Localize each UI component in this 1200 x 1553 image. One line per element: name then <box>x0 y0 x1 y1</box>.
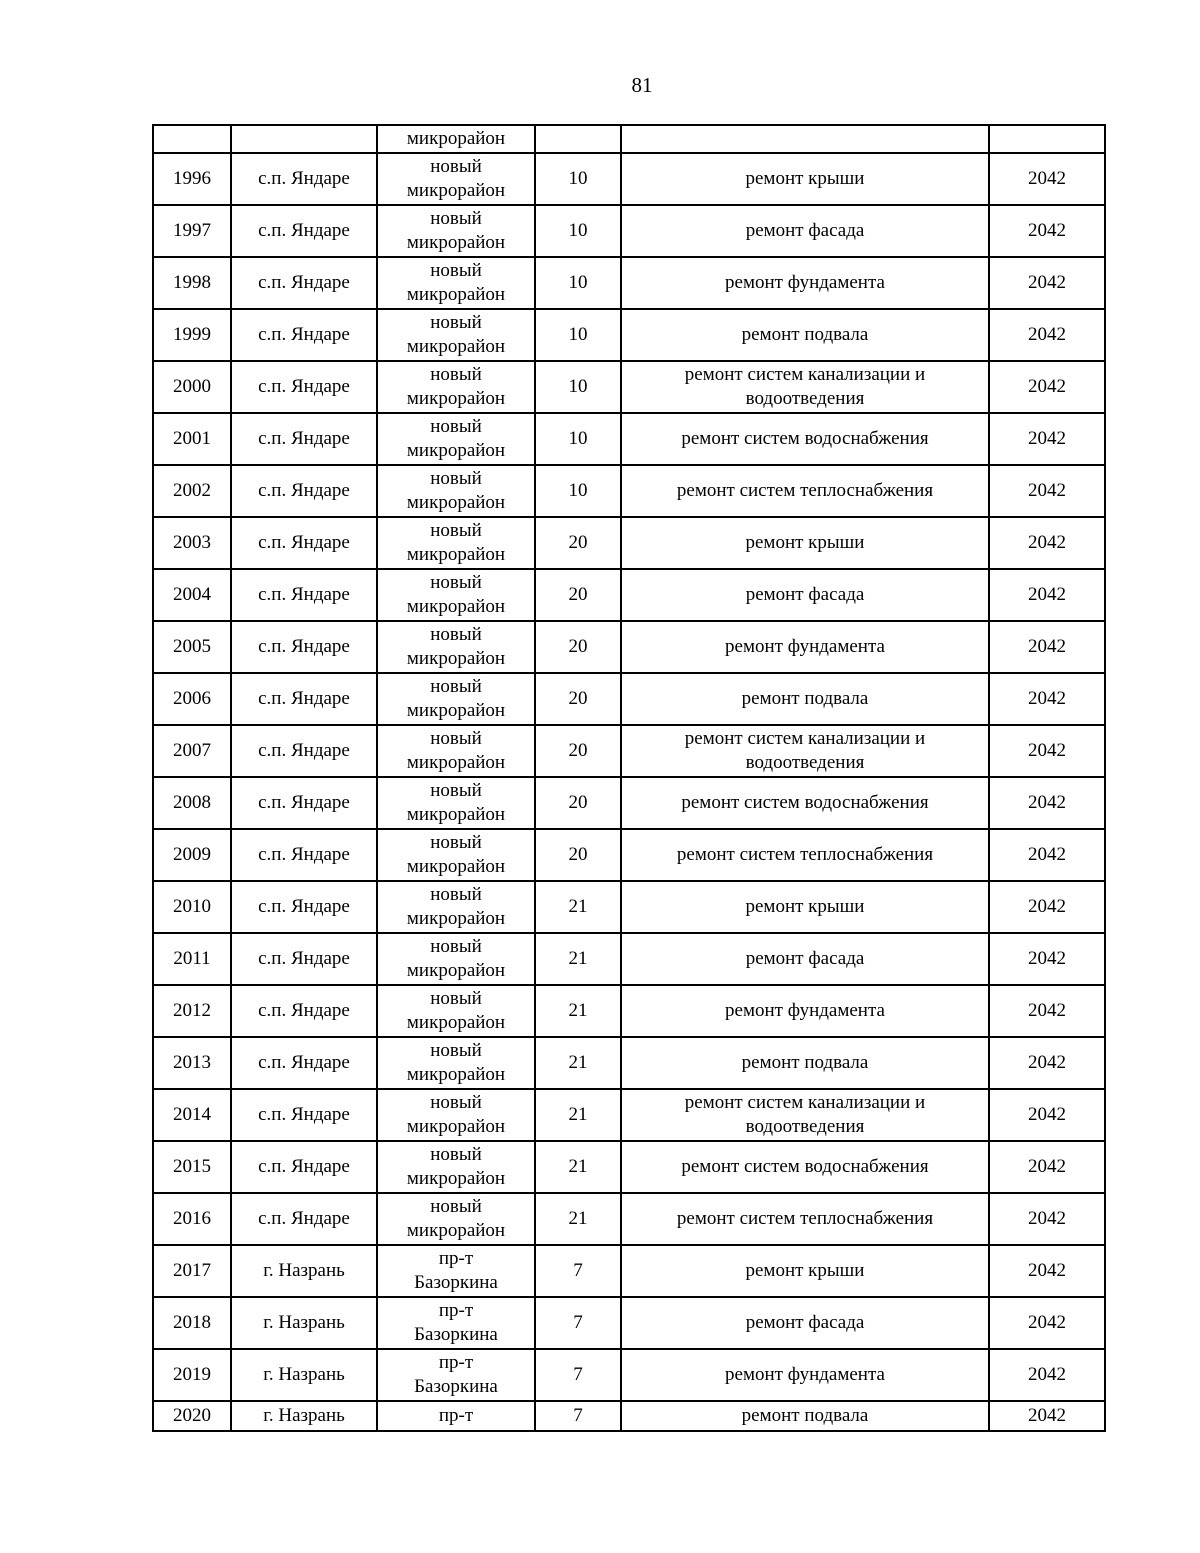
cell-number: 2019 <box>153 1349 231 1401</box>
cell-work-type-line: ремонт фундамента <box>725 1364 885 1385</box>
cell-number: 2006 <box>153 673 231 725</box>
cell-year: 2042 <box>989 569 1105 621</box>
table-row <box>153 673 1105 725</box>
cell-work-type <box>621 985 989 1037</box>
cell-year: 2042 <box>989 725 1105 777</box>
table-row <box>153 1141 1105 1193</box>
cell-work-type-line: ремонт крыши <box>745 168 865 189</box>
cell-street <box>377 517 535 569</box>
cell-work-type-line: ремонт систем теплоснабжения <box>676 844 934 865</box>
cell-work-type-line: водоотведения <box>745 1116 865 1137</box>
cell-street <box>377 257 535 309</box>
cell-street-line: микрорайон <box>406 856 506 877</box>
cell-street <box>377 1141 535 1193</box>
cell-number: 1999 <box>153 309 231 361</box>
cell-work-type-line: ремонт подвала <box>741 688 869 709</box>
table-row <box>153 361 1105 413</box>
cell-street <box>377 985 535 1037</box>
cell-settlement: с.п. Яндаре <box>231 985 377 1037</box>
cell-work-type-line: ремонт фасада <box>745 1312 865 1333</box>
cell-work-type-line: ремонт систем канализации и <box>684 364 926 385</box>
table-row <box>153 1297 1105 1349</box>
cell-number: 2008 <box>153 777 231 829</box>
cell-year: 2042 <box>989 933 1105 985</box>
cell-year: 2042 <box>989 257 1105 309</box>
cell-street-line: микрорайон <box>406 388 506 409</box>
cell-street-line: новый <box>430 260 482 281</box>
cell-street <box>377 413 535 465</box>
cell-number: 2016 <box>153 1193 231 1245</box>
cell-street-line: новый <box>430 416 482 437</box>
cell-year: 2042 <box>989 1089 1105 1141</box>
cell-house: 10 <box>535 309 621 361</box>
table-row <box>153 881 1105 933</box>
cell-number: 2004 <box>153 569 231 621</box>
cell-street <box>377 309 535 361</box>
table-row <box>153 829 1105 881</box>
cell-work-type <box>621 829 989 881</box>
cell-street-line: пр-т <box>438 1300 474 1321</box>
cell-work-type <box>621 881 989 933</box>
cell-street-line: пр-т <box>438 1248 474 1269</box>
cell-work-type-line: ремонт систем водоснабжения <box>681 792 929 813</box>
cell-street-line: микрорайон <box>406 284 506 305</box>
cell-work-type <box>621 777 989 829</box>
cell-work-type <box>621 673 989 725</box>
cell-year: 2042 <box>989 881 1105 933</box>
cell-settlement: с.п. Яндаре <box>231 1193 377 1245</box>
cell-year: 2042 <box>989 361 1105 413</box>
cell-settlement: с.п. Яндаре <box>231 205 377 257</box>
cell-number: 2005 <box>153 621 231 673</box>
cell-work-type <box>621 517 989 569</box>
cell-settlement: с.п. Яндаре <box>231 777 377 829</box>
cell-settlement: с.п. Яндаре <box>231 465 377 517</box>
cell-settlement: с.п. Яндаре <box>231 361 377 413</box>
cell-work-type <box>621 1297 989 1349</box>
cell-house: 7 <box>535 1401 621 1431</box>
cell-work-type-line: водоотведения <box>745 388 865 409</box>
cell-work-type <box>621 1037 989 1089</box>
cell-number: 2012 <box>153 985 231 1037</box>
cell-work-type-line: водоотведения <box>745 752 865 773</box>
cell-street-line: новый <box>430 780 482 801</box>
cell-year: 2042 <box>989 1037 1105 1089</box>
cell-year: 2042 <box>989 517 1105 569</box>
cell-settlement: с.п. Яндаре <box>231 673 377 725</box>
cell-work-type-line: ремонт систем водоснабжения <box>681 1156 929 1177</box>
cell-work-type-line: ремонт крыши <box>745 896 865 917</box>
cell-year: 2042 <box>989 1401 1105 1431</box>
cell-street-line: микрорайон <box>406 804 506 825</box>
cell-number: 1997 <box>153 205 231 257</box>
cell-street-line: новый <box>430 312 482 333</box>
cell-year: 2042 <box>989 985 1105 1037</box>
cell-number: 2018 <box>153 1297 231 1349</box>
cell-house: 10 <box>535 205 621 257</box>
cell-year: 2042 <box>989 1349 1105 1401</box>
cell-street <box>377 1193 535 1245</box>
cell-street <box>377 777 535 829</box>
table-row <box>153 413 1105 465</box>
cell-settlement: с.п. Яндаре <box>231 881 377 933</box>
cell-work-type <box>621 153 989 205</box>
cell-number: 2003 <box>153 517 231 569</box>
table-row <box>153 309 1105 361</box>
cell-settlement: г. Назрань <box>231 1401 377 1431</box>
cell-work-type <box>621 933 989 985</box>
cell-settlement: с.п. Яндаре <box>231 829 377 881</box>
cell-house: 21 <box>535 1193 621 1245</box>
cell-street <box>377 621 535 673</box>
table-row <box>153 205 1105 257</box>
table-row <box>153 257 1105 309</box>
cell-street-line: пр-т <box>438 1352 474 1373</box>
cell-work-type <box>621 1401 989 1431</box>
table-row <box>153 465 1105 517</box>
cell-street-line: новый <box>430 572 482 593</box>
table-row <box>153 985 1105 1037</box>
cell-work-type <box>621 1349 989 1401</box>
cell-number: 1998 <box>153 257 231 309</box>
cell-work-type-line: ремонт фасада <box>745 948 865 969</box>
cell-house: 20 <box>535 673 621 725</box>
cell-house: 20 <box>535 725 621 777</box>
table-row <box>153 621 1105 673</box>
table-row <box>153 777 1105 829</box>
cell-number: 2015 <box>153 1141 231 1193</box>
cell-house: 10 <box>535 465 621 517</box>
cell-house: 10 <box>535 413 621 465</box>
cell-street <box>377 1037 535 1089</box>
cell-number: 2010 <box>153 881 231 933</box>
cell-street-line: микрорайон <box>406 960 506 981</box>
cell-number: 2017 <box>153 1245 231 1297</box>
cell-street-line: микрорайон <box>406 336 506 357</box>
table-row <box>153 569 1105 621</box>
cell-street <box>377 829 535 881</box>
cell-street-line: микрорайон <box>406 1064 506 1085</box>
cell-work-type-line: ремонт крыши <box>745 532 865 553</box>
cell-street <box>377 465 535 517</box>
cell-street-line: пр-т <box>438 1405 474 1426</box>
cell-work-type <box>621 1245 989 1297</box>
cell-house: 20 <box>535 621 621 673</box>
cell-street-line: микрорайон <box>406 596 506 617</box>
cell-year: 2042 <box>989 465 1105 517</box>
cell-street-line: микрорайон <box>406 752 506 773</box>
cell-work-type-line: ремонт фасада <box>745 584 865 605</box>
cell-street <box>377 205 535 257</box>
cell-year: 2042 <box>989 205 1105 257</box>
cell-settlement: г. Назрань <box>231 1349 377 1401</box>
cell-house: 21 <box>535 933 621 985</box>
cell-settlement: с.п. Яндаре <box>231 257 377 309</box>
cell-street-line: новый <box>430 988 482 1009</box>
cell-street-line: новый <box>430 728 482 749</box>
cell-street-line: микрорайон <box>406 180 506 201</box>
cell-settlement: с.п. Яндаре <box>231 621 377 673</box>
table-body <box>153 125 1105 1431</box>
table-row <box>153 1245 1105 1297</box>
cell-street-line: микрорайон <box>406 1220 506 1241</box>
cell-work-type-line: ремонт систем водоснабжения <box>681 428 929 449</box>
cell-work-type-line: ремонт фасада <box>745 220 865 241</box>
cell-street-line: новый <box>430 1092 482 1113</box>
cell-street-line: Базоркина <box>414 1376 498 1397</box>
cell-house: 20 <box>535 829 621 881</box>
cell-street-line: микрорайон <box>406 440 506 461</box>
cell-house: 21 <box>535 1089 621 1141</box>
cell-work-type <box>621 309 989 361</box>
cell-year: 2042 <box>989 621 1105 673</box>
table-row <box>153 153 1105 205</box>
cell-settlement: с.п. Яндаре <box>231 153 377 205</box>
cell-number: 2011 <box>153 933 231 985</box>
cell-street-line: Базоркина <box>414 1324 498 1345</box>
table-row <box>153 1349 1105 1401</box>
cell-street <box>377 1245 535 1297</box>
cell-settlement: с.п. Яндаре <box>231 1141 377 1193</box>
cell-street-line: микрорайон <box>406 908 506 929</box>
table-row <box>153 1193 1105 1245</box>
cell-street <box>377 1089 535 1141</box>
cell-year: 2042 <box>989 829 1105 881</box>
cell-work-type-line: ремонт крыши <box>745 1260 865 1281</box>
cell-street <box>377 725 535 777</box>
cell-work-type-line: ремонт подвала <box>741 1052 869 1073</box>
cell-work-type-line: ремонт подвала <box>741 1405 869 1426</box>
cell-house: 10 <box>535 361 621 413</box>
cell-number: 2013 <box>153 1037 231 1089</box>
page-number: 81 <box>631 73 653 97</box>
cell-settlement: с.п. Яндаре <box>231 569 377 621</box>
cell-street-line: новый <box>430 1040 482 1061</box>
cell-year: 2042 <box>989 153 1105 205</box>
cell-house: 20 <box>535 517 621 569</box>
cell-street <box>377 153 535 205</box>
cell-street-line: новый <box>430 676 482 697</box>
cell-street-line: новый <box>430 832 482 853</box>
cell-street-line: новый <box>430 1196 482 1217</box>
cell-street <box>377 125 535 153</box>
cell-street <box>377 1401 535 1431</box>
cell-work-type <box>621 569 989 621</box>
cell-work-type <box>621 361 989 413</box>
cell-settlement: с.п. Яндаре <box>231 933 377 985</box>
cell-year: 2042 <box>989 1141 1105 1193</box>
cell-street <box>377 1297 535 1349</box>
cell-street-line: новый <box>430 468 482 489</box>
cell-street-line: микрорайон <box>406 492 506 513</box>
cell-street <box>377 881 535 933</box>
cell-street-line: микрорайон <box>406 700 506 721</box>
cell-work-type-line: ремонт систем теплоснабжения <box>676 1208 934 1229</box>
cell-street-line: микрорайон <box>406 128 506 149</box>
cell-year: 2042 <box>989 1193 1105 1245</box>
cell-house: 21 <box>535 1037 621 1089</box>
cell-work-type <box>621 257 989 309</box>
cell-street-line: новый <box>430 936 482 957</box>
cell-street-line: Базоркина <box>414 1272 498 1293</box>
cell-street <box>377 1349 535 1401</box>
cell-work-type-line: ремонт подвала <box>741 324 869 345</box>
cell-number: 2000 <box>153 361 231 413</box>
cell-street <box>377 933 535 985</box>
cell-work-type <box>621 205 989 257</box>
cell-work-type <box>621 1141 989 1193</box>
cell-work-type <box>621 725 989 777</box>
cell-number <box>153 125 231 153</box>
cell-settlement: с.п. Яндаре <box>231 725 377 777</box>
cell-street-line: новый <box>430 364 482 385</box>
cell-work-type-line: ремонт систем канализации и <box>684 1092 926 1113</box>
cell-year: 2042 <box>989 413 1105 465</box>
cell-street-line: микрорайон <box>406 1116 506 1137</box>
cell-street <box>377 673 535 725</box>
works-table <box>152 124 1106 1432</box>
table-row <box>153 517 1105 569</box>
cell-work-type-line: ремонт фундамента <box>725 1000 885 1021</box>
cell-work-type <box>621 413 989 465</box>
cell-house: 7 <box>535 1349 621 1401</box>
cell-work-type <box>621 621 989 673</box>
cell-work-type-line: ремонт систем канализации и <box>684 728 926 749</box>
cell-house: 21 <box>535 985 621 1037</box>
cell-year <box>989 125 1105 153</box>
cell-street-line: микрорайон <box>406 544 506 565</box>
cell-street-line: микрорайон <box>406 648 506 669</box>
cell-street-line: новый <box>430 156 482 177</box>
table-row <box>153 125 1105 153</box>
cell-settlement <box>231 125 377 153</box>
cell-work-type <box>621 465 989 517</box>
cell-house: 20 <box>535 569 621 621</box>
cell-street-line: новый <box>430 884 482 905</box>
cell-number: 1996 <box>153 153 231 205</box>
cell-work-type <box>621 1193 989 1245</box>
cell-settlement: г. Назрань <box>231 1245 377 1297</box>
cell-street-line: новый <box>430 1144 482 1165</box>
cell-street-line: микрорайон <box>406 1012 506 1033</box>
cell-number: 2020 <box>153 1401 231 1431</box>
cell-house <box>535 125 621 153</box>
cell-house: 7 <box>535 1245 621 1297</box>
cell-house: 10 <box>535 153 621 205</box>
cell-year: 2042 <box>989 1297 1105 1349</box>
cell-work-type-line: ремонт фундамента <box>725 272 885 293</box>
cell-settlement: с.п. Яндаре <box>231 1037 377 1089</box>
cell-street-line: микрорайон <box>406 1168 506 1189</box>
cell-year: 2042 <box>989 309 1105 361</box>
cell-work-type-line: ремонт систем теплоснабжения <box>676 480 934 501</box>
table-row <box>153 1401 1105 1431</box>
cell-street-line: микрорайон <box>406 232 506 253</box>
cell-settlement: г. Назрань <box>231 1297 377 1349</box>
cell-street-line: новый <box>430 208 482 229</box>
table-row <box>153 1037 1105 1089</box>
cell-number: 2001 <box>153 413 231 465</box>
cell-street <box>377 361 535 413</box>
cell-work-type <box>621 125 989 153</box>
cell-number: 2002 <box>153 465 231 517</box>
cell-settlement: с.п. Яндаре <box>231 517 377 569</box>
cell-year: 2042 <box>989 1245 1105 1297</box>
cell-street-line: новый <box>430 624 482 645</box>
cell-number: 2009 <box>153 829 231 881</box>
cell-number: 2007 <box>153 725 231 777</box>
cell-settlement: с.п. Яндаре <box>231 413 377 465</box>
cell-settlement: с.п. Яндаре <box>231 309 377 361</box>
cell-year: 2042 <box>989 673 1105 725</box>
cell-house: 10 <box>535 257 621 309</box>
cell-settlement: с.п. Яндаре <box>231 1089 377 1141</box>
cell-street-line: новый <box>430 520 482 541</box>
cell-house: 7 <box>535 1297 621 1349</box>
table-row <box>153 725 1105 777</box>
cell-work-type-line: ремонт фундамента <box>725 636 885 657</box>
table-row <box>153 933 1105 985</box>
cell-year: 2042 <box>989 777 1105 829</box>
cell-number: 2014 <box>153 1089 231 1141</box>
cell-house: 21 <box>535 881 621 933</box>
cell-house: 21 <box>535 1141 621 1193</box>
cell-work-type <box>621 1089 989 1141</box>
table-row <box>153 1089 1105 1141</box>
cell-house: 20 <box>535 777 621 829</box>
cell-street <box>377 569 535 621</box>
